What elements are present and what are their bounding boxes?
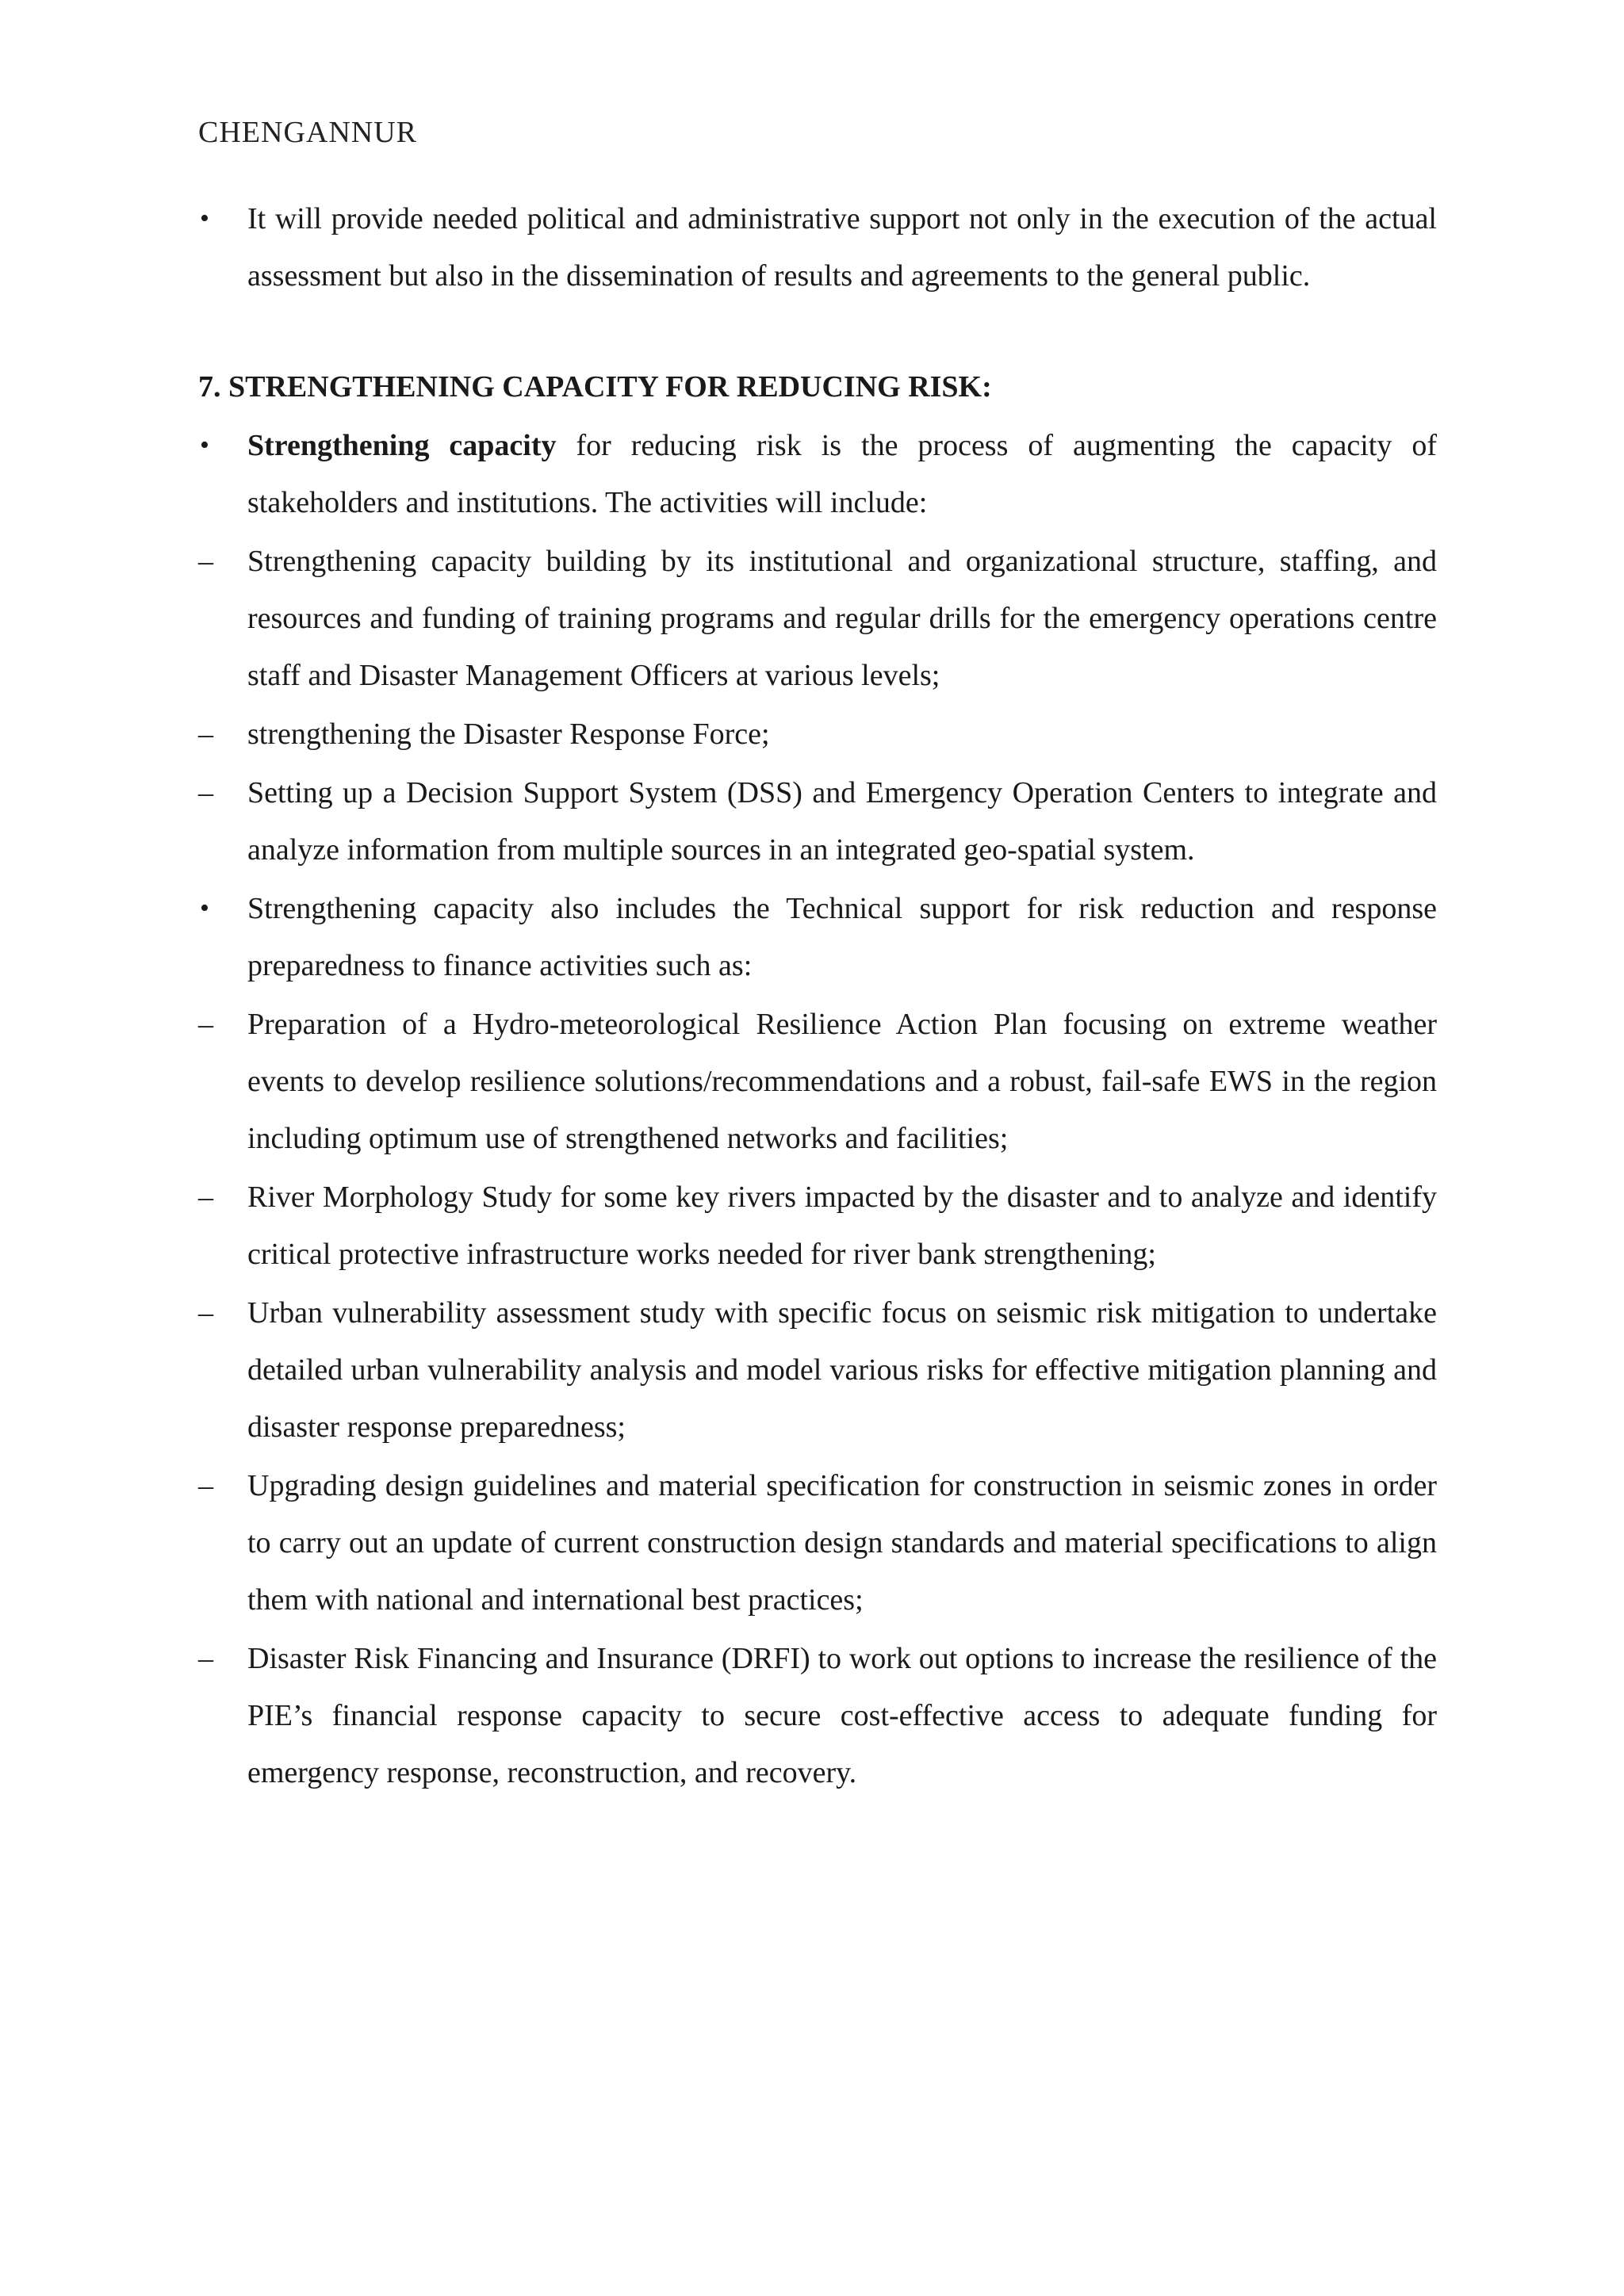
list-item-text: strengthening the Disaster Response Force; <box>247 718 770 751</box>
document-body <box>198 190 1437 1803</box>
bullet-icon: • <box>200 204 209 233</box>
technical-support-bullet <box>198 880 1437 994</box>
technical-support-list <box>198 996 1437 1801</box>
list-item <box>198 1169 1437 1283</box>
intro-bullet-text: It will provide needed political and administrative support not only in the execution of the actual assessment but also in the dissemination of results and agreements to the general public. <box>247 202 1437 293</box>
dash-icon: – <box>198 545 213 578</box>
technical-support-bullet-text: Strengthening capacity also includes the Technical support for risk reduction and response preparedness to finance activities such as: <box>247 892 1437 982</box>
dash-icon: – <box>198 1469 213 1502</box>
dash-icon: – <box>198 1008 213 1041</box>
list-item-text: Preparation of a Hydro-meteorological Resilience Action Plan focusing on extreme weather events to develop resilience solutions/recommendations and a robust, fail-safe EWS in the region including optimum use of strengthened networks and facilities; <box>247 1008 1437 1155</box>
dash-icon: – <box>198 718 213 751</box>
cut-off-header-text: CHENGANNUR <box>198 116 417 149</box>
capacity-bullet <box>198 417 1437 531</box>
section-heading: 7. STRENGTHENING CAPACITY FOR REDUCING RISK: <box>198 370 992 404</box>
list-item <box>198 1457 1437 1628</box>
list-item-text: Urban vulnerability assessment study with specific focus on seismic risk mitigation to undertake detailed urban vulnerability analysis and model various risks for effective mitigation planning and disaster response preparedness; <box>247 1296 1437 1444</box>
list-item <box>198 533 1437 704</box>
list-item <box>198 1630 1437 1801</box>
dash-icon: – <box>198 776 213 809</box>
capacity-bullet-bold-lead: Strengthening capacity <box>247 429 557 462</box>
dash-icon: – <box>198 1181 213 1214</box>
list-item <box>198 996 1437 1167</box>
list-item-text: Disaster Risk Financing and Insurance (DRFI) to work out options to increase the resilience of the PIE’s financial response capacity to secure cost-effective access to adequate funding for emergency response, reconstruction, and recovery. <box>247 1642 1437 1789</box>
cut-off-header <box>198 116 833 151</box>
dash-icon: – <box>198 1642 213 1675</box>
intro-bullet <box>198 190 1437 304</box>
list-item <box>198 764 1437 878</box>
list-item-text: Upgrading design guidelines and material specification for construction in seismic zones in order to carry out an update of current construction design standards and material specifications to align them with national and international best practices; <box>247 1469 1437 1617</box>
list-item-text: River Morphology Study for some key rivers impacted by the disaster and to analyze and identify critical protective infrastructure works needed for river bank strengthening; <box>247 1181 1437 1271</box>
list-item-text: Strengthening capacity building by its institutional and organizational structure, staffing, and resources and funding of training programs and regular drills for the emergency operations centre staff and Disaster Management Officers at various levels; <box>247 545 1437 692</box>
capacity-activities-list <box>198 533 1437 878</box>
list-item <box>198 706 1437 763</box>
list-item <box>198 1284 1437 1456</box>
bullet-icon: • <box>200 894 209 923</box>
capacity-bullet-text: for reducing risk is the process of augmenting the capacity of stakeholders and institutions. The activities will include: <box>247 429 1438 519</box>
bullet-icon: • <box>200 430 209 460</box>
dash-icon: – <box>198 1296 213 1330</box>
list-item-text: Setting up a Decision Support System (DSS) and Emergency Operation Centers to integrate and analyze information from multiple sources in an integrated geo-spatial system. <box>247 776 1437 867</box>
